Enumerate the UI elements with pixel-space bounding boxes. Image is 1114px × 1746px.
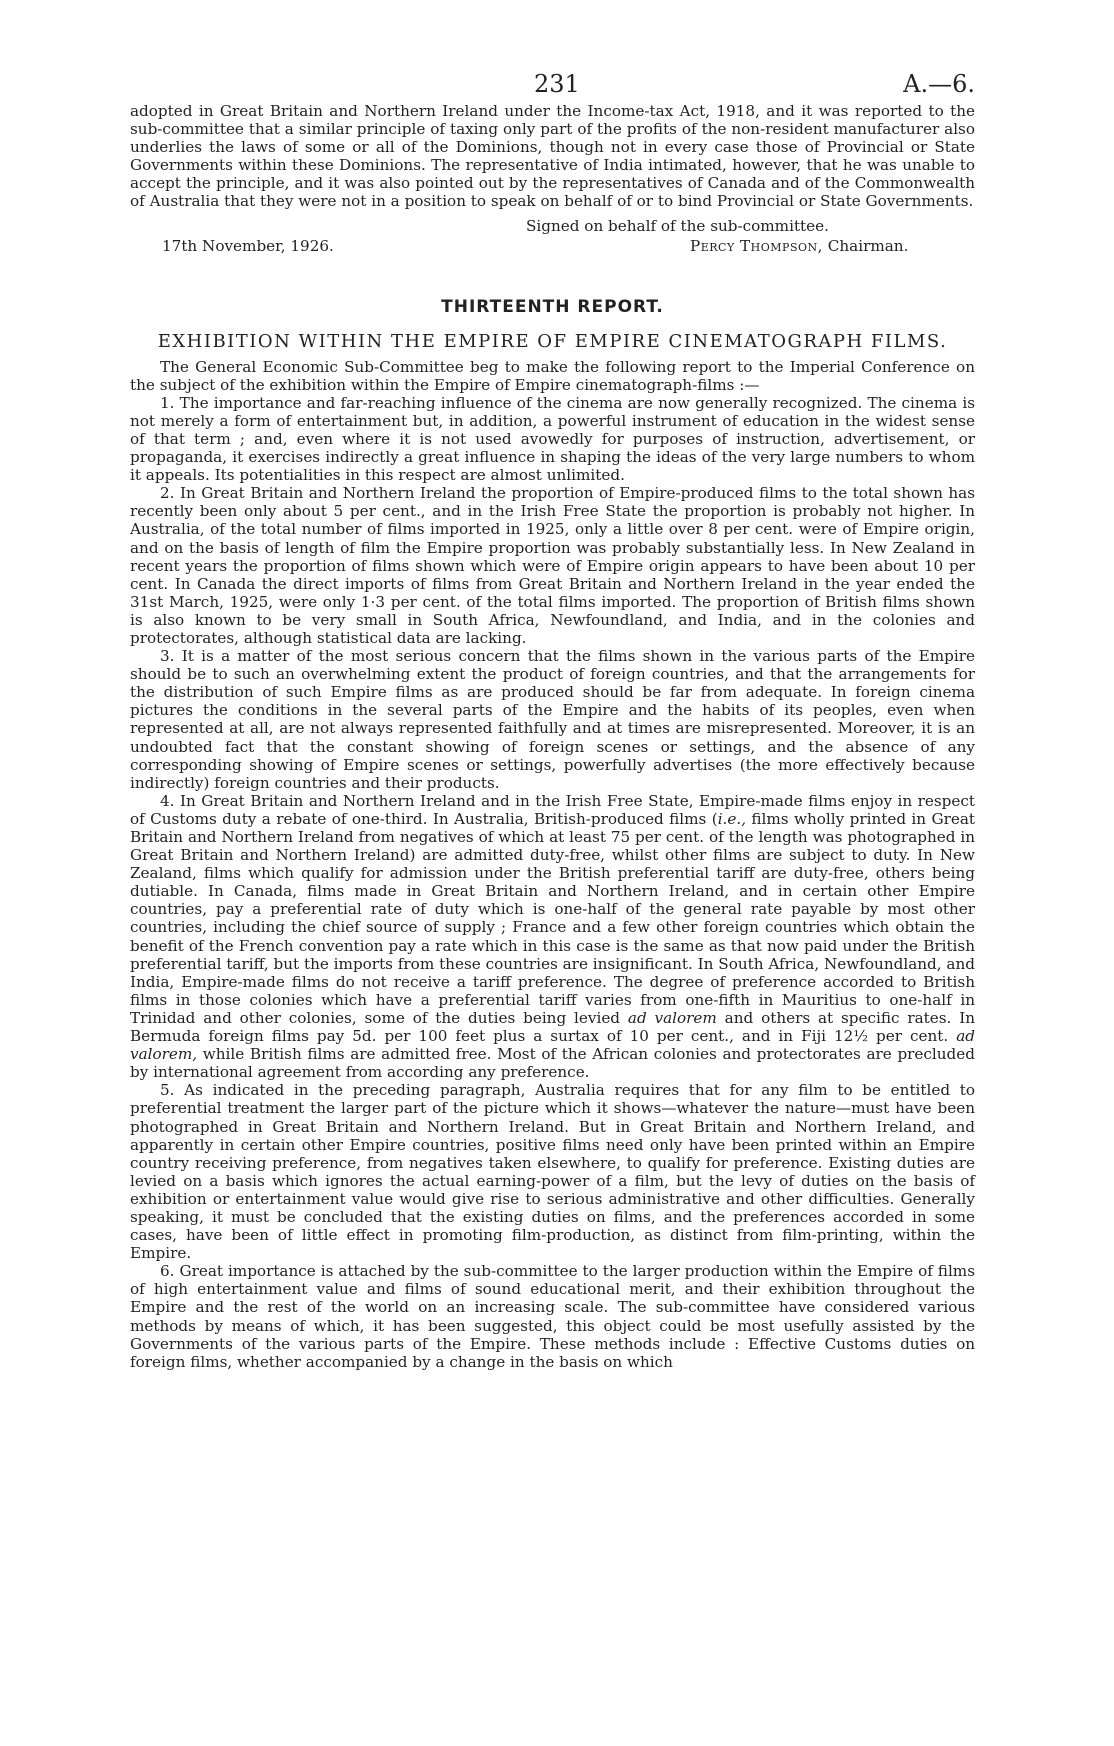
paragraph-1: 1. The importance and far-reaching influence of the cinema are now generally recognized. The cinema is not merely a form of entertainment but, in addition, a powerful instrument of education in the widest sense of that term ; and, even where it is not used avowedly for purposes of instruction, advertisement, or propaganda, it exercises indirectly a great influence in shaping the ideas of the very large numbers to whom it appeals. Its potentialities in this respect are almost unlimited. [130,393,975,485]
preamble-paragraph: The General Economic Sub-Committee beg to make the following report to the Imperial Conference on the subject of the exhibition within the Empire of Empire cinematograph-films :— [130,357,975,394]
section-reference: A.—6. [903,70,975,98]
signatory-role: Chairman. [827,236,909,255]
paragraph-4-italic-ad-valorem-1: ad valorem [627,1008,717,1027]
page-number: 231 [534,70,580,98]
paragraph-4-text-4: while British films are admitted free. Most of the African colonies and protectorates are precluded by international agreement from according any preference. [130,1045,975,1082]
signature-block [130,217,975,257]
paragraph-4-italic-ad-valorem-2: ad valorem, [130,1027,975,1064]
paragraph-4-text-2: films wholly printed in Great Britain and Northern Ireland from negatives of which at least 75 per cent. of the length was photographed in Great Britain and Northern Ireland) are admitted duty-free, whilst other films are subject to duty. In New Zealand, films which qualify for admission under the British preferential tariff are duty-free, others being dutiable. In Canada, films made in Great Britain and Northern Ireland, and in certain other Empire countries, pay a preferential rate of duty which is one-half of the general rate payable by most other countries, including the chief source of supply ; France and a few other foreign countries which obtain the benefit of the French convention pay a rate which in this case is the same as that now paid under the British preferential tariff, but the imports from these countries are insignificant. In South Africa, Newfoundland, and India, Empire-made films do not receive a tariff preference. The degree of preference accorded to British films in those colonies which have a preferential tariff varies from one-fifth in Mauritius to one-half in Trinidad and other colonies, some of the duties being levied [130,809,976,1027]
paragraph-3: 3. It is a matter of the most serious concern that the films shown in the various parts of the Empire should be to such an overwhelming extent the product of foreign countries, and that the arrangements for the distribution of such Empire films as are produced should be far from adequate. In foreign cinema pictures the conditions in the several parts of the Empire and the habits of its peoples, even when represented at all, are not always represented faithfully and at times are misrepresented. Moreover, it is an undoubted fact that the constant showing of foreign scenes or settings, and the absence of any corresponding showing of Empire scenes or settings, powerfully advertises (the more effectively because indirectly) foreign countries and their products. [130,647,975,792]
signed-line: Signed on behalf of the sub-committee. [526,216,829,235]
report-subtitle: EXHIBITION WITHIN THE EMPIRE OF EMPIRE CINEMATOGRAPH FILMS. [157,330,948,352]
paragraph-2: 2. In Great Britain and Northern Ireland the proportion of Empire-produced films to the total shown has recently been only about 5 per cent., and in the Irish Free State the proportion is probably not higher. In Australia, of the total number of films imported in 1925, only a little over 8 per cent. were of Empire origin, and on the basis of length of film the Empire proportion was probably substantially less. In New Zealand in recent years the proportion of films shown which were of Empire origin appears to have been about 10 per cent. In Canada the direct imports of films from Great Britain and Northern Ireland in the year ended the 31st March, 1925, were only 1·3 per cent. of the total films imported. The proportion of British films shown is also known to be very small in South Africa, Newfoundland, and India, and in the colonies and protectorates, although statistical data are lacking. [130,484,975,647]
paragraph-4-text-1: 4. In Great Britain and Northern Ireland and in the Irish Free State, Empire-made films enjoy in respect of Customs duty a rebate of one-third. In Australia, British-produced films ( [130,791,975,828]
paragraph-4-italic-ie: i.e., [717,809,747,828]
signatory [690,237,908,255]
signatory-name: Percy Thompson, [690,236,823,255]
page-header [130,62,975,102]
paragraph-6: 6. Great importance is attached by the sub-committee to the larger production within the Empire of films of high entertainment value and films of sound educational merit, and their exhibition throughout the Empire and the rest of the world on an increasing scale. The sub-committee have considered various methods by means of which, it has been suggested, this object could be most usefully assisted by the Governments of the various parts of the Empire. These methods include : Effective Customs duties on foreign films, whether accompanied by a change in the basis on which [130,1262,975,1371]
document-page [130,62,975,1371]
signature-date: 17th November, 1926. [162,236,334,255]
paragraph-5: 5. As indicated in the preceding paragraph, Australia requires that for any film to be entitled to preferential treatment the larger part of the picture which it shows—whatever the nature—must have been photographed in Great Britain and Northern Ireland. But in Great Britain and Northern Ireland, and apparently in certain other Empire countries, positive films need only have been printed within an Empire country receiving preference, from negatives taken elsewhere, to qualify for preference. Existing duties are levied on a basis which ignores the actual earning-power of a film, but the levy of duties on the basis of exhibition or entertainment value would give rise to serious administrative and other difficulties. Generally speaking, it must be concluded that the existing duties on films, and the preferences accorded in some cases, have been of little effect in promoting film-production, as distinct from film-printing, within the Empire. [130,1081,975,1263]
report-title: THIRTEENTH REPORT. [441,296,664,317]
paragraph-4-text-3: and others at specific rates. In Bermuda foreign films pay 5d. per 100 feet plus a surtax of 10 per cent., and in Fiji 12½ per cent. [130,1008,976,1046]
paragraph-4 [130,792,975,1082]
intro-paragraph: adopted in Great Britain and Northern Ireland under the Income-tax Act, 1918, and it was reported to the sub-committee that a similar principle of taxing only part of the profits of the non-resident manufacturer also underlies the laws of some or all of the Dominions, though not in every case those of Provincial or State Governments within these Dominions. The representative of India intimated, however, that he was unable to accept the principle, and it was also pointed out by the representatives of Canada and of the Commonwealth of Australia that they were not in a position to speak on behalf of or to bind Provincial or State Governments. [130,102,975,211]
